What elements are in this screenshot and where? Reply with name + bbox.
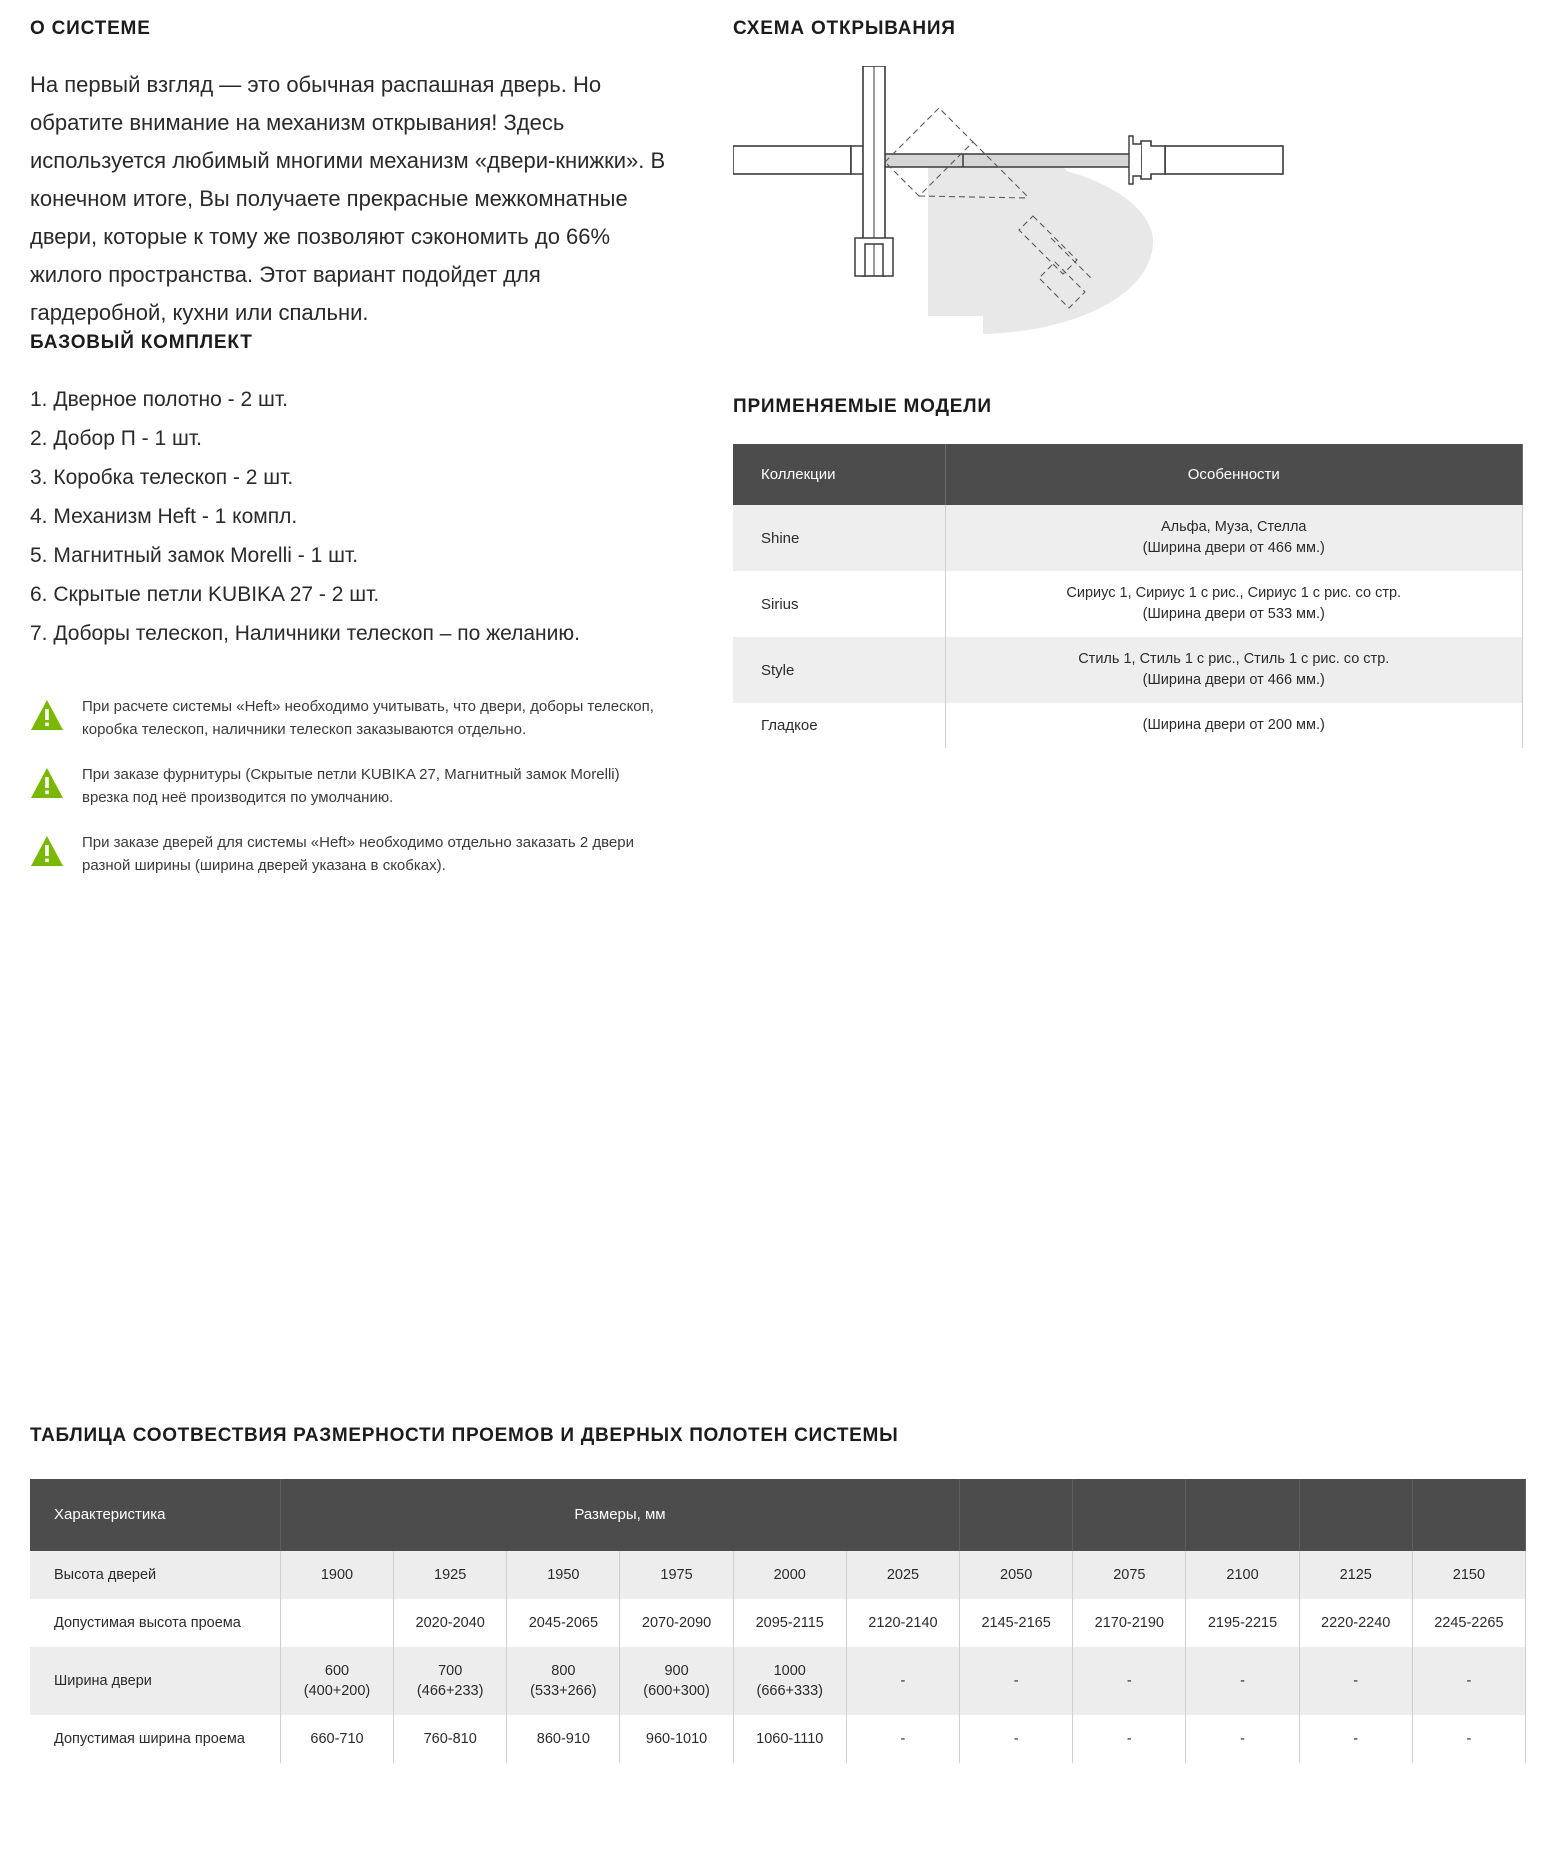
table-row bbox=[733, 703, 1523, 748]
column-header-blank bbox=[1186, 1479, 1299, 1551]
cell-value: - bbox=[846, 1647, 959, 1715]
cell-value: 2170-2190 bbox=[1073, 1599, 1186, 1647]
cell-value: 2095-2115 bbox=[733, 1599, 846, 1647]
cell-collection: Style bbox=[733, 637, 945, 703]
cell-value: 2000 bbox=[733, 1551, 846, 1599]
column-header-sizes: Размеры, мм bbox=[280, 1479, 959, 1551]
cell-value: 1000 (666+333) bbox=[733, 1647, 846, 1715]
table-row bbox=[30, 1551, 1526, 1599]
note-text: При расчете системы «Heft» необходимо учитывать, что двери, доборы телескоп, коробка телескоп, наличники телескоп заказываются отдельно. bbox=[82, 698, 654, 738]
cell-features bbox=[945, 637, 1523, 703]
cell-value: 2125 bbox=[1299, 1551, 1412, 1599]
cell-value: 2045-2065 bbox=[507, 1599, 620, 1647]
cell-value: 2075 bbox=[1073, 1551, 1186, 1599]
cell-value: 2100 bbox=[1186, 1551, 1299, 1599]
cell-features-line2: (Ширина двери от 466 мм.) bbox=[1142, 672, 1325, 688]
cell-value: 1925 bbox=[394, 1551, 507, 1599]
column-header-features: Особенности bbox=[945, 444, 1523, 505]
cell-value: 800 (533+266) bbox=[507, 1647, 620, 1715]
notes-list bbox=[30, 695, 670, 877]
cell-value: 2145-2165 bbox=[960, 1599, 1073, 1647]
cell-value: 2120-2140 bbox=[846, 1599, 959, 1647]
table-row bbox=[733, 505, 1523, 571]
list-item: 6. Скрытые петли KUBIKA 27 - 2 шт. bbox=[30, 583, 380, 606]
table-row bbox=[30, 1599, 1526, 1647]
sizes-block bbox=[30, 1425, 1526, 1763]
list-item: 4. Механизм Heft - 1 компл. bbox=[30, 505, 298, 528]
cell-value: 2195-2215 bbox=[1186, 1599, 1299, 1647]
cell-collection: Shine bbox=[733, 505, 945, 571]
cell-value: - bbox=[1073, 1647, 1186, 1715]
column-header-collections: Коллекции bbox=[733, 444, 945, 505]
about-system-text: На первый взгляд — это обычная распашная дверь. Но обратите внимание на механизм открывания! Здесь используется любимый многими механизм «двери-книжки». В конечном итоге, Вы получаете прекрасные межкомнатные двери, которые к тому же позволяют сэкономить до 66% жилого пространства. Этот вариант подойдет для гардеробной, кухни или спальни. bbox=[30, 72, 666, 325]
cell-value: - bbox=[1299, 1647, 1412, 1715]
cell-value bbox=[280, 1599, 393, 1647]
cell-features-line1: Сириус 1, Сириус 1 с рис., Сириус 1 с рис. со стр. bbox=[1066, 585, 1402, 601]
column-header-blank bbox=[1412, 1479, 1525, 1551]
cell-value: - bbox=[960, 1715, 1073, 1763]
cell-value: 2020-2040 bbox=[394, 1599, 507, 1647]
cell-value: 600 (400+200) bbox=[280, 1647, 393, 1715]
note-text: При заказе дверей для системы «Heft» необходимо отдельно заказать 2 двери разной ширины (ширина дверей указана в скобках). bbox=[82, 834, 634, 874]
cell-value: - bbox=[846, 1715, 959, 1763]
row-label: Ширина двери bbox=[30, 1647, 280, 1715]
cell-value: 1975 bbox=[620, 1551, 733, 1599]
list-item: 7. Доборы телескоп, Наличники телескоп – по желанию. bbox=[30, 622, 580, 645]
warning-icon bbox=[30, 835, 64, 867]
about-system-title: О СИСТЕМЕ bbox=[30, 18, 151, 39]
note-item bbox=[30, 831, 670, 877]
cell-collection: Гладкое bbox=[733, 703, 945, 748]
column-header-blank bbox=[960, 1479, 1073, 1551]
cell-features-line1: (Ширина двери от 200 мм.) bbox=[1142, 717, 1325, 733]
cell-value: 2150 bbox=[1412, 1551, 1525, 1599]
table-header-row bbox=[30, 1479, 1526, 1551]
column-header-blank bbox=[1299, 1479, 1412, 1551]
cell-value: 1900 bbox=[280, 1551, 393, 1599]
cell-features-line2: (Ширина двери от 533 мм.) bbox=[1142, 606, 1325, 622]
list-item: 2. Добор П - 1 шт. bbox=[30, 427, 202, 450]
cell-value: 860-910 bbox=[507, 1715, 620, 1763]
row-label: Высота дверей bbox=[30, 1551, 280, 1599]
cell-value: - bbox=[1186, 1647, 1299, 1715]
cell-value: 2050 bbox=[960, 1551, 1073, 1599]
table-row bbox=[733, 637, 1523, 703]
applied-models-title: ПРИМЕНЯЕМЫЕ МОДЕЛИ bbox=[733, 396, 992, 417]
cell-features-line1: Альфа, Муза, Стелла bbox=[1160, 519, 1307, 535]
cell-features-line1: Стиль 1, Стиль 1 с рис., Стиль 1 с рис. со стр. bbox=[1078, 651, 1390, 667]
cell-value: 2070-2090 bbox=[620, 1599, 733, 1647]
warning-icon bbox=[30, 699, 64, 731]
cell-value: 900 (600+300) bbox=[620, 1647, 733, 1715]
models-table bbox=[733, 444, 1523, 748]
cell-features bbox=[945, 505, 1523, 571]
cell-value: 960-1010 bbox=[620, 1715, 733, 1763]
cell-value: 1950 bbox=[507, 1551, 620, 1599]
list-item: 5. Магнитный замок Morelli - 1 шт. bbox=[30, 544, 359, 567]
column-header-blank bbox=[1073, 1479, 1186, 1551]
list-item: 1. Дверное полотно - 2 шт. bbox=[30, 388, 288, 411]
note-text: При заказе фурнитуры (Скрытые петли KUBIKA 27, Магнитный замок Morelli) врезка под неё производится по умолчанию. bbox=[82, 766, 620, 806]
cell-value: - bbox=[1299, 1715, 1412, 1763]
cell-value: - bbox=[960, 1647, 1073, 1715]
right-column bbox=[733, 18, 1523, 748]
column-header-characteristic: Характеристика bbox=[30, 1479, 280, 1551]
cell-collection: Sirius bbox=[733, 571, 945, 637]
note-item bbox=[30, 763, 670, 809]
sizes-table bbox=[30, 1479, 1526, 1763]
table-row bbox=[733, 571, 1523, 637]
row-label: Допустимая высота проема bbox=[30, 1599, 280, 1647]
row-label: Допустимая ширина проема bbox=[30, 1715, 280, 1763]
cell-value: 2245-2265 bbox=[1412, 1599, 1525, 1647]
cell-value: - bbox=[1073, 1715, 1186, 1763]
opening-scheme-title: СХЕМА ОТКРЫВАНИЯ bbox=[733, 18, 956, 39]
cell-value: 1060-1110 bbox=[733, 1715, 846, 1763]
cell-value: 700 (466+233) bbox=[394, 1647, 507, 1715]
cell-features bbox=[945, 703, 1523, 748]
cell-value: 760-810 bbox=[394, 1715, 507, 1763]
base-kit-list bbox=[30, 380, 670, 653]
cell-value: 2220-2240 bbox=[1299, 1599, 1412, 1647]
left-column bbox=[30, 18, 670, 899]
opening-scheme-diagram bbox=[733, 66, 1523, 396]
list-item: 3. Коробка телескоп - 2 шт. bbox=[30, 466, 294, 489]
cell-value: - bbox=[1412, 1647, 1525, 1715]
base-kit-title: БАЗОВЫЙ КОМПЛЕКТ bbox=[30, 332, 253, 353]
cell-value: 2025 bbox=[846, 1551, 959, 1599]
cell-features bbox=[945, 571, 1523, 637]
sizes-table-title: ТАБЛИЦА СООТВЕСТВИЯ РАЗМЕРНОСТИ ПРОЕМОВ И ДВЕРНЫХ ПОЛОТЕН СИСТЕМЫ bbox=[30, 1425, 899, 1446]
warning-icon bbox=[30, 767, 64, 799]
cell-features-line2: (Ширина двери от 466 мм.) bbox=[1142, 540, 1325, 556]
table-header-row bbox=[733, 444, 1523, 505]
table-row bbox=[30, 1715, 1526, 1763]
note-item bbox=[30, 695, 670, 741]
table-row bbox=[30, 1647, 1526, 1715]
cell-value: 660-710 bbox=[280, 1715, 393, 1763]
cell-value: - bbox=[1186, 1715, 1299, 1763]
cell-value: - bbox=[1412, 1715, 1525, 1763]
